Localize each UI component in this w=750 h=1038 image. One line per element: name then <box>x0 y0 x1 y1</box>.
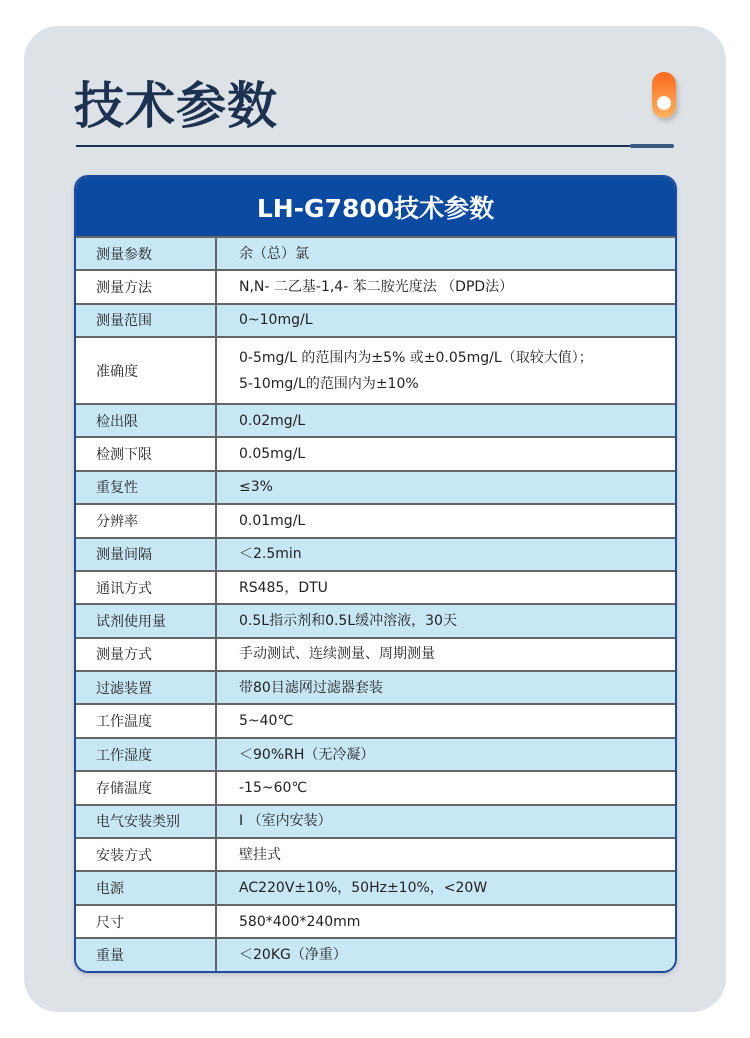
param-value-line: 手动测试、连续测量、周期测量 <box>239 646 435 663</box>
table-row <box>76 503 675 536</box>
param-value-line: 余（总）氯 <box>239 245 309 262</box>
param-value <box>217 705 675 736</box>
param-value-line: RS485，DTU <box>239 579 328 596</box>
param-name: 存储温度 <box>76 772 217 803</box>
param-value-line: I （室内安装） <box>239 813 332 830</box>
param-value-line: 5-10mg/L的范围内为±10% <box>239 375 419 392</box>
param-value-line: 0~10mg/L <box>239 312 313 329</box>
param-value-line: 580*400*240mm <box>239 913 361 930</box>
param-value-line: ＜90%RH（无冷凝） <box>239 746 375 763</box>
param-value-line: 0.01mg/L <box>239 512 306 529</box>
param-value <box>217 438 675 469</box>
table-row <box>76 269 675 302</box>
param-value <box>217 806 675 837</box>
divider <box>76 145 674 147</box>
table-row <box>76 937 675 970</box>
param-value <box>217 238 675 269</box>
param-name: 测量参数 <box>76 238 217 269</box>
param-name: 尺寸 <box>76 906 217 937</box>
page-title: 技术参数 <box>74 77 278 135</box>
param-value <box>217 605 675 636</box>
table-row <box>76 470 675 503</box>
table-row <box>76 904 675 937</box>
table-row <box>76 837 675 870</box>
param-name: 工作湿度 <box>76 739 217 770</box>
param-value-line: ≤3% <box>239 479 273 496</box>
param-value-line: 0.5L指示剂和0.5L缓冲溶液，30天 <box>239 613 457 629</box>
param-name: 重量 <box>76 939 217 970</box>
table-row <box>76 637 675 670</box>
table-row <box>76 737 675 770</box>
table-row <box>76 403 675 436</box>
param-value <box>217 872 675 903</box>
divider-accent <box>630 144 674 148</box>
param-value <box>217 271 675 302</box>
param-name: 重复性 <box>76 472 217 503</box>
param-value-line: 带80目滤网过滤器套装 <box>239 679 383 696</box>
param-value <box>217 839 675 870</box>
param-name: 准确度 <box>76 338 217 403</box>
param-value <box>217 939 675 970</box>
param-value-line: 5~40℃ <box>239 713 294 730</box>
param-name: 工作温度 <box>76 705 217 736</box>
table-row <box>76 603 675 636</box>
param-value-line: N,N- 二乙基-1,4- 苯二胺光度法 （DPD法） <box>239 279 514 296</box>
param-name: 电源 <box>76 872 217 903</box>
table-row <box>76 537 675 570</box>
table-row <box>76 870 675 903</box>
param-name: 电气安装类别 <box>76 806 217 837</box>
param-value <box>217 906 675 937</box>
param-value <box>217 305 675 336</box>
table-row <box>76 570 675 603</box>
param-value-line: 壁挂式 <box>239 846 281 863</box>
param-name: 安装方式 <box>76 839 217 870</box>
param-value <box>217 739 675 770</box>
param-name: 测量方式 <box>76 639 217 670</box>
param-name: 测量范围 <box>76 305 217 336</box>
param-value <box>217 472 675 503</box>
param-name: 过滤装置 <box>76 672 217 703</box>
table-row <box>76 770 675 803</box>
table-row <box>76 336 675 403</box>
param-value-line: -15~60℃ <box>239 779 308 796</box>
param-name: 检测下限 <box>76 438 217 469</box>
table-row <box>76 236 675 269</box>
param-value <box>217 405 675 436</box>
table-row <box>76 703 675 736</box>
param-name: 通讯方式 <box>76 572 217 603</box>
table-row <box>76 670 675 703</box>
param-name: 检出限 <box>76 405 217 436</box>
table-row <box>76 303 675 336</box>
param-value-line: AC220V±10%，50Hz±10%，<20W <box>239 880 488 897</box>
param-value <box>217 639 675 670</box>
param-value-line: ＜20KG（净重） <box>239 946 347 963</box>
param-name: 测量间隔 <box>76 539 217 570</box>
param-value <box>217 672 675 703</box>
param-name: 分辨率 <box>76 505 217 536</box>
param-value-line: 0-5mg/L 的范围内为±5% 或±0.05mg/L（取较大值）； <box>239 349 593 366</box>
param-value <box>217 338 675 403</box>
param-value-line: 0.05mg/L <box>239 446 306 463</box>
param-name: 试剂使用量 <box>76 605 217 636</box>
param-value <box>217 505 675 536</box>
toggle-icon <box>652 72 676 118</box>
param-value-line: ＜2.5min <box>239 546 302 563</box>
param-value <box>217 772 675 803</box>
param-value <box>217 572 675 603</box>
table-row <box>76 804 675 837</box>
param-name: 测量方法 <box>76 271 217 302</box>
param-value <box>217 539 675 570</box>
spec-table <box>74 175 677 973</box>
table-row <box>76 436 675 469</box>
table-title: LH-G7800技术参数 <box>76 177 675 236</box>
param-value-line: 0.02mg/L <box>239 412 306 429</box>
